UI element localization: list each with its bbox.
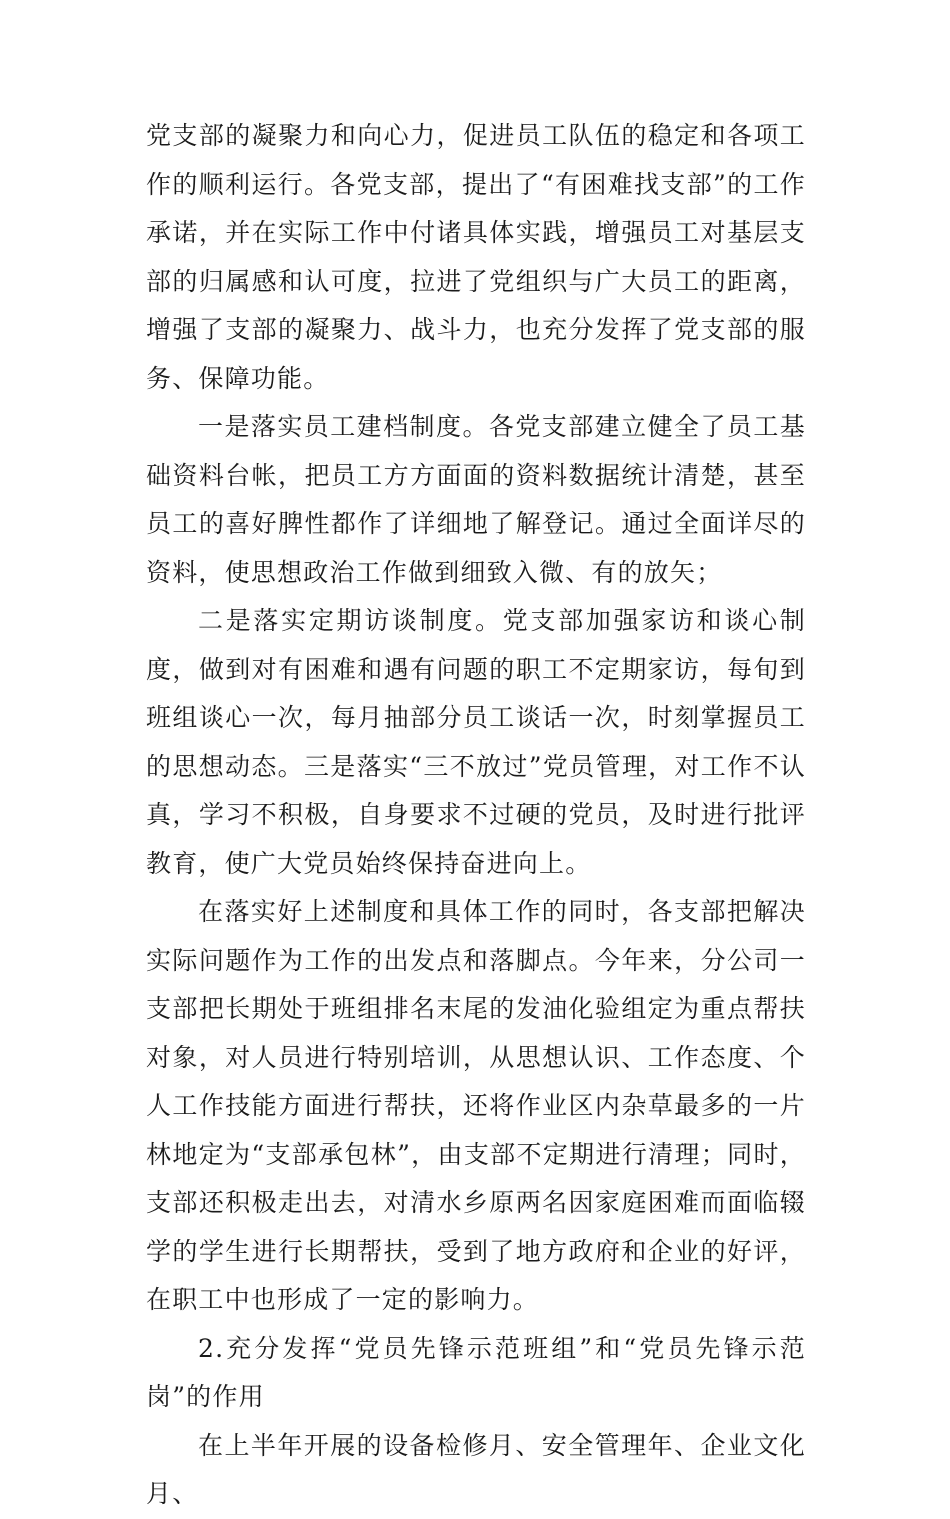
paragraph-interview-system: 二是落实定期访谈制度。党支部加强家访和谈心制度，做到对有困难和遇有问题的职工不定期家访，每旬到班组谈心一次，每月抽部分员工谈话一次，时刻掌握员工的思想动态。三是落实“三不放过”党员管理，对工作不认真，学习不积极，自身要求不过硬的党员，及时进行批评教育，使广大党员始终保持奋进向上。 — [146, 606, 806, 878]
paragraph-practical-problems: 在落实好上述制度和具体工作的同时，各支部把解决实际问题作为工作的出发点和落脚点。今年来，分公司一支部把长期处于班组排名末尾的发油化验组定为重点帮扶对象，对人员进行特别培训，从思想认识、工作态度、个人工作技能方面进行帮扶，还将作业区内杂草最多的一片林地定为“支部承包林”，由支部不定期进行清理；同时，支部还积极走出去，对清水乡原两名因家庭困难而面临辍学的学生进行长期帮扶，受到了地方政府和企业的好评，在职工中也形成了一定的影响力。 — [146, 897, 806, 1314]
paragraph-continuation: 党支部的凝聚力和向心力，促进员工队伍的稳定和各项工作的顺利运行。各党支部，提出了“有困难找支部”的工作承诺，并在实际工作中付诸具体实践，增强员工对基层支部的归属感和认可度，拉进了党组织与广大员工的距离，增强了支部的凝聚力、战斗力，也充分发挥了党支部的服务、保障功能。 — [146, 121, 806, 393]
section-heading-vanguard: 2.充分发挥“党员先锋示范班组”和“党员先锋示范岗”的作用 — [146, 1333, 806, 1411]
paragraph-first-half-year: 在上半年开展的设备检修月、安全管理年、企业文化月、 — [146, 1430, 806, 1508]
document-body — [146, 112, 806, 1519]
paragraph-archive-system: 一是落实员工建档制度。各党支部建立健全了员工基础资料台帐，把员工方方面面的资料数据统计清楚，甚至员工的喜好脾性都作了详细地了解登记。通过全面详尽的资料，使思想政治工作做到细致入微、有的放矢； — [146, 412, 806, 587]
